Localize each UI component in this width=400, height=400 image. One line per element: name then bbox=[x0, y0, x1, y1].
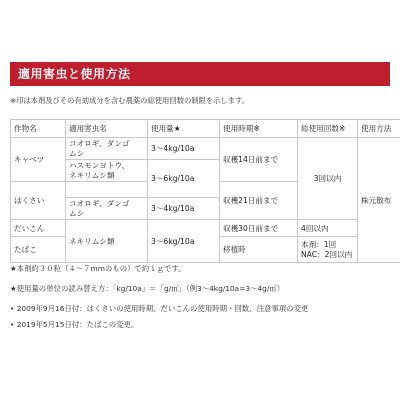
count-four: 4回以内 bbox=[298, 220, 358, 237]
header-method: 使用方法 bbox=[358, 120, 400, 138]
pest-cell-blank bbox=[66, 182, 148, 198]
footnote-update-2009: • 2009年9月16日付：はくさいの使用時期、だいこんの使用時期・回数、注意事項の変更 bbox=[10, 304, 309, 313]
crop-hakusai: はくさい bbox=[11, 182, 66, 220]
count-tabako bbox=[298, 237, 358, 263]
footnote-unit: ★使用量の単位の読み替え方：「kg/10a」＝「g/㎡」（例3～4kg/10a=3～4g/㎡） bbox=[10, 284, 285, 293]
application-table bbox=[10, 119, 400, 263]
crop-daikon: だいこん bbox=[11, 220, 66, 237]
count-three: 3回以内 bbox=[298, 138, 358, 220]
footnote-granule: ★本剤約３０粒（４～７mmのもの）で約１ｇです。 bbox=[10, 264, 186, 273]
timing-daikon: 収穫30日前まで bbox=[220, 220, 298, 237]
pest-nekirimushi: ネキリムシ類 bbox=[66, 220, 148, 263]
count-line: 本剤：1回 bbox=[301, 239, 337, 249]
header-pest: 適用害虫名 bbox=[66, 120, 148, 138]
table-row bbox=[11, 220, 400, 237]
pest-line: コオロギ、ダンゴ bbox=[69, 198, 130, 208]
header-amount: 使用量★ bbox=[148, 120, 220, 138]
header-timing: 使用時期※ bbox=[220, 120, 298, 138]
amount-cell: 3〜4kg/10a bbox=[148, 198, 220, 220]
crop-tabako: たばこ bbox=[11, 237, 66, 263]
footnote-update-2019: • 2019年5月15日付：たばこの変更。 bbox=[10, 320, 139, 329]
header-count: 総使用回数※ bbox=[298, 120, 358, 138]
amount-cell: 3〜6kg/10a bbox=[148, 160, 220, 198]
timing-hakusai: 収穫21日前まで bbox=[220, 182, 298, 220]
restriction-note: ※印は本剤及びその有効成分を含む農薬の総使用回数の制限を示します。 bbox=[10, 96, 250, 105]
pest-cell bbox=[66, 138, 148, 160]
pest-line: ネキリムシ類 bbox=[69, 170, 115, 180]
method-cell: 株元散布 bbox=[358, 138, 400, 263]
header-crop: 作物名 bbox=[11, 120, 66, 138]
pest-line: ムシ bbox=[69, 208, 85, 218]
pest-line: ムシ bbox=[69, 148, 85, 158]
pest-line: ハスモンヨトウ、 bbox=[69, 160, 130, 170]
amount-cell: 3〜6kg/10a bbox=[148, 220, 220, 263]
amount-cell: 3〜4kg/10a bbox=[148, 138, 220, 160]
table-header-row bbox=[11, 120, 400, 138]
count-line: NAC：2回以内 bbox=[301, 249, 353, 259]
timing-tabako: 移植時 bbox=[220, 237, 298, 263]
table-row bbox=[11, 138, 400, 160]
pest-cell bbox=[66, 198, 148, 220]
pest-line: コオロギ、ダンゴ bbox=[69, 138, 130, 148]
pest-cell bbox=[66, 160, 148, 182]
section-title: 適用害虫と使用方法 bbox=[10, 62, 390, 86]
timing-cabbage: 収穫14日前まで bbox=[220, 138, 298, 182]
crop-cabbage: キャベツ bbox=[11, 138, 66, 182]
